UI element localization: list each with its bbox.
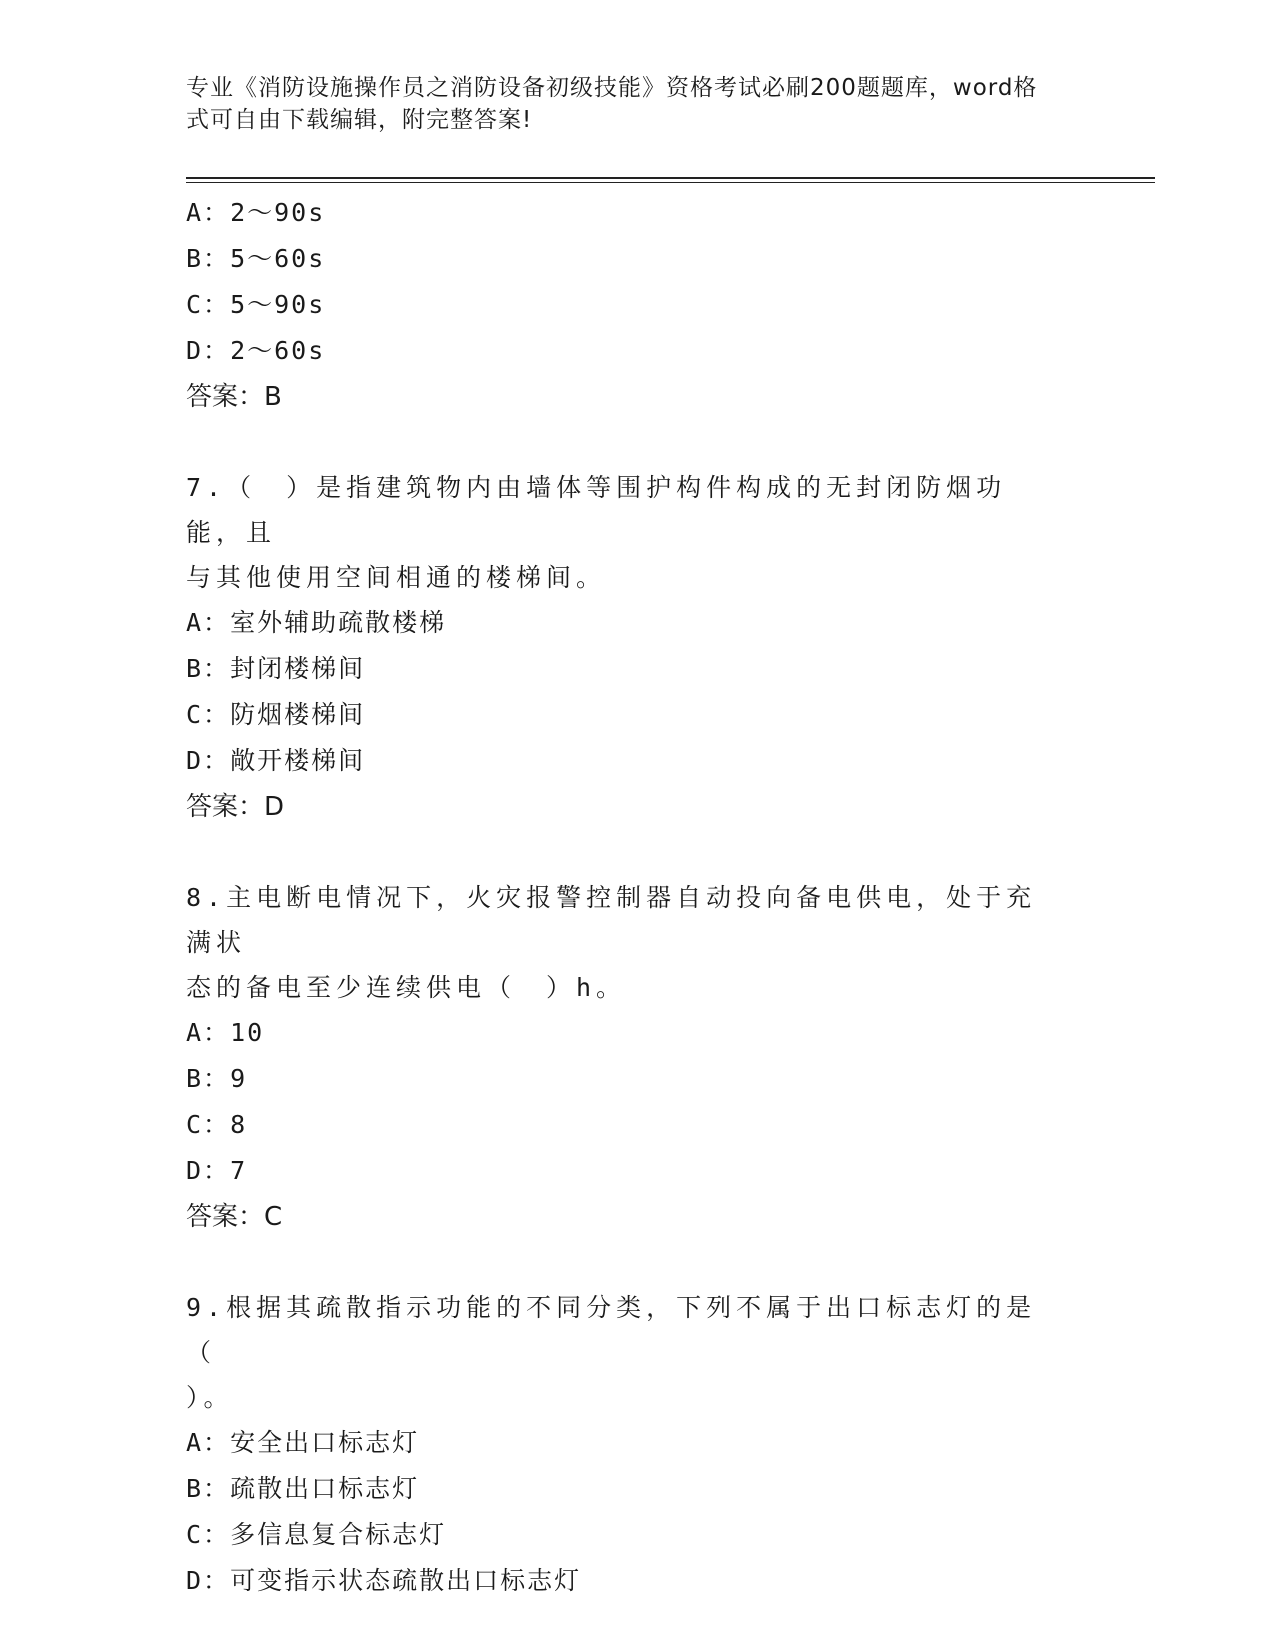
answer-line: 答案：C [186, 1202, 283, 1232]
previous-question [186, 190, 1066, 420]
question-8 [186, 875, 1066, 1240]
question-9 [186, 1285, 1066, 1604]
option-b: B：5～60s [186, 244, 326, 273]
question-text-line-1: 7.（ ）是指建筑物内由墙体等围护构件构成的无封闭防烟功能，且 [186, 473, 1007, 547]
option-b: B：封闭楼梯间 [186, 654, 366, 683]
header-rule-thin [186, 182, 1155, 183]
question-text-line-1: 9.根据其疏散指示功能的不同分类，下列不属于出口标志灯的是（ [186, 1293, 1037, 1367]
question-text-line-2: ）。 [186, 1383, 234, 1412]
option-b: B：疏散出口标志灯 [186, 1474, 420, 1503]
option-d: D：2～60s [186, 336, 326, 365]
option-a: A：2～90s [186, 198, 326, 227]
option-a: A：室外辅助疏散楼梯 [186, 608, 447, 637]
option-c: C：8 [186, 1110, 248, 1139]
option-a: A：10 [186, 1018, 265, 1047]
question-text-line-1: 8.主电断电情况下，火灾报警控制器自动投向备电供电，处于充满状 [186, 883, 1037, 957]
option-d: D：7 [186, 1156, 248, 1185]
option-b: B：9 [186, 1064, 248, 1093]
option-c: C：多信息复合标志灯 [186, 1520, 447, 1549]
answer-line: 答案：B [186, 382, 282, 412]
option-d: D：可变指示状态疏散出口标志灯 [186, 1566, 582, 1595]
header-rule-thick [186, 177, 1155, 179]
header-line-2: 式可自由下载编辑，附完整答案! [186, 107, 533, 133]
question-7 [186, 465, 1066, 830]
answer-line: 答案：D [186, 792, 285, 822]
question-text-line-2: 态的备电至少连续供电（ ）h。 [186, 973, 627, 1002]
option-c: C：防烟楼梯间 [186, 700, 366, 729]
question-text-line-2: 与其他使用空间相通的楼梯间。 [186, 563, 607, 592]
question-content [186, 190, 1066, 1604]
header-line-1: 专业《消防设施操作员之消防设备初级技能》资格考试必刷200题题库，word格 [186, 75, 1038, 101]
option-a: A：安全出口标志灯 [186, 1428, 420, 1457]
option-c: C：5～90s [186, 290, 326, 319]
document-header [186, 72, 1066, 136]
option-d: D：敞开楼梯间 [186, 746, 366, 775]
